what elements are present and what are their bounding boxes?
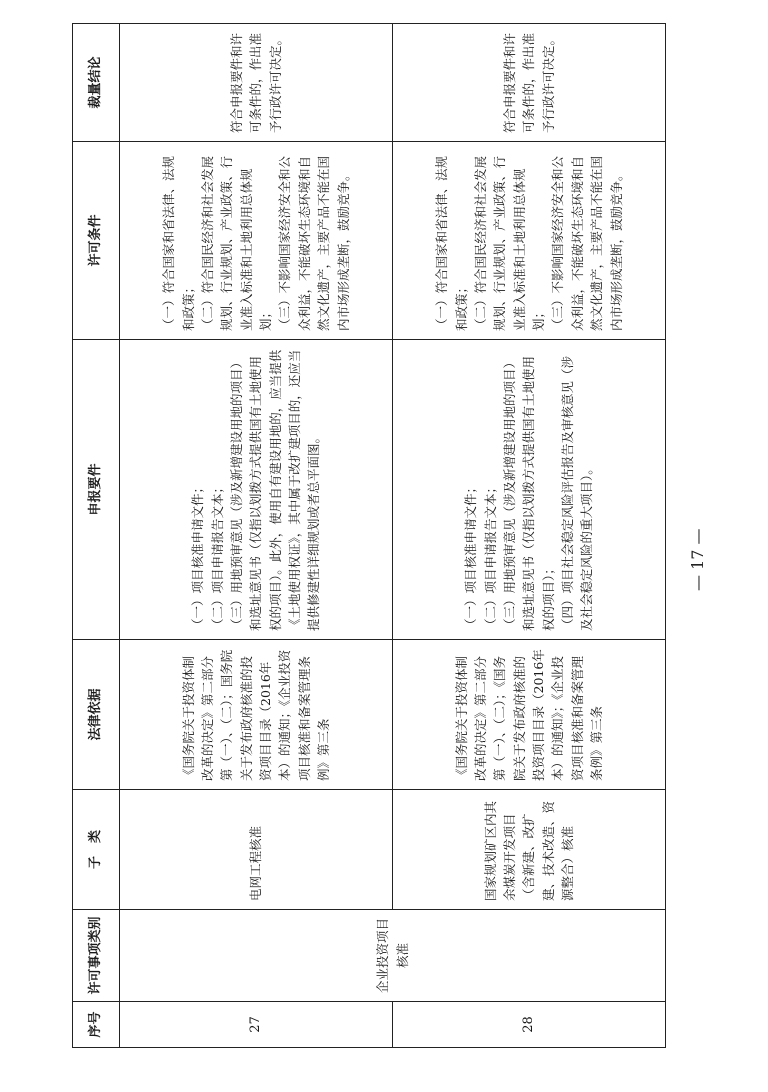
table-row	[120, 24, 393, 1048]
header-legal-basis: 法律依据	[73, 640, 120, 790]
rotated-table-container	[72, 24, 666, 1048]
header-seq: 序号	[73, 1002, 120, 1048]
row-conditions	[120, 142, 393, 340]
row-conclusion: 符合申报要件和许可条件的，作出准予行政许可决定。	[120, 24, 393, 142]
header-category: 许可事项类别	[73, 910, 120, 1002]
permit-table	[72, 23, 666, 1048]
row-application-docs	[120, 340, 393, 640]
row-category-merged: 企业投资项目核准	[120, 910, 666, 1002]
header-conditions: 许可条件	[73, 142, 120, 340]
row-legal-basis: 《国务院关于投资体制改革的决定》第二部分第（一）、（二）；《国务院关于发布政府核准的投资项目目录（2016年本）的通知》；《企业投资项目核准和备案管理条例》第三条	[393, 640, 666, 790]
condition-item: （二）符合国民经济和社会发展规划、行业规划、产业政策、行业准入标准和土地利用总体规划；	[199, 155, 273, 331]
doc-item: （二）项目申请报告文本；	[482, 480, 498, 631]
condition-item: （三）不影响国家经济安全和公众利益，不能破坏生态环境和自然文化遗产，主要产品不能在国内市场形成垄断，鼓励竞争。	[277, 155, 351, 331]
doc-item: （一）项目核准申请文件；	[190, 480, 206, 631]
condition-item: （一）符合国家和省法律、法规和政策；	[434, 155, 469, 331]
row-conclusion: 符合申报要件和许可条件的，作出准予行政许可决定。	[393, 24, 666, 142]
row-seq: 27	[120, 1002, 393, 1048]
row-subcategory: 电网工程核准	[120, 790, 393, 910]
rotated-table-wrapper	[72, 24, 666, 1048]
table-header-row	[73, 24, 120, 1048]
doc-item: （四）项目社会稳定风险评估报告及审核意见（涉及社会稳定风险的重大项目）。	[560, 355, 595, 631]
condition-item: （一）符合国家和省法律、法规和政策；	[161, 155, 196, 331]
doc-item: （三）用地预审意见（涉及新增建设用地的项目）和选址意见书（仅指以划拨方式提供国有土地使用权的项目）。此外，使用自有建设用地的，应当提供《土地使用权证》，其中属于改扩建项目的，还应当提供修建性详细规划或者总平面图。	[228, 349, 322, 631]
row-conditions	[393, 142, 666, 340]
doc-item: （三）用地预审意见（涉及新增建设用地的项目）和选址意见书（仅指以划拨方式提供国有土地使用权的项目）；	[501, 355, 556, 631]
header-application-docs: 申报要件	[73, 340, 120, 640]
page-number: — 17 —	[688, 528, 707, 592]
header-subcategory: 子 类	[73, 790, 120, 910]
row-subcategory: 国家规划矿区内其余煤炭开发项目（含新建、改扩建、技术改造、资源整合）核准	[393, 790, 666, 910]
doc-item: （一）项目核准申请文件；	[463, 480, 479, 631]
header-conclusion: 裁量结论	[73, 24, 120, 142]
row-legal-basis: 《国务院关于投资体制改革的决定》第二部分第（一）、（二）；国务院关于发布政府核准的投资项目目录（2016年本）的通知；《企业投资项目核准和备案管理条例》第三条	[120, 640, 393, 790]
condition-item: （二）符合国民经济和社会发展规划、行业规划、产业政策、行业准入标准和土地利用总体规划；	[472, 155, 546, 331]
condition-item: （三）不影响国家经济安全和公众利益，不能破坏生态环境和自然文化遗产，主要产品不能在国内市场形成垄断，鼓励竞争。	[550, 155, 624, 331]
table-row	[393, 24, 666, 1048]
row-seq: 28	[393, 1002, 666, 1048]
row-application-docs	[393, 340, 666, 640]
doc-item: （二）项目申请报告文本；	[209, 480, 225, 631]
